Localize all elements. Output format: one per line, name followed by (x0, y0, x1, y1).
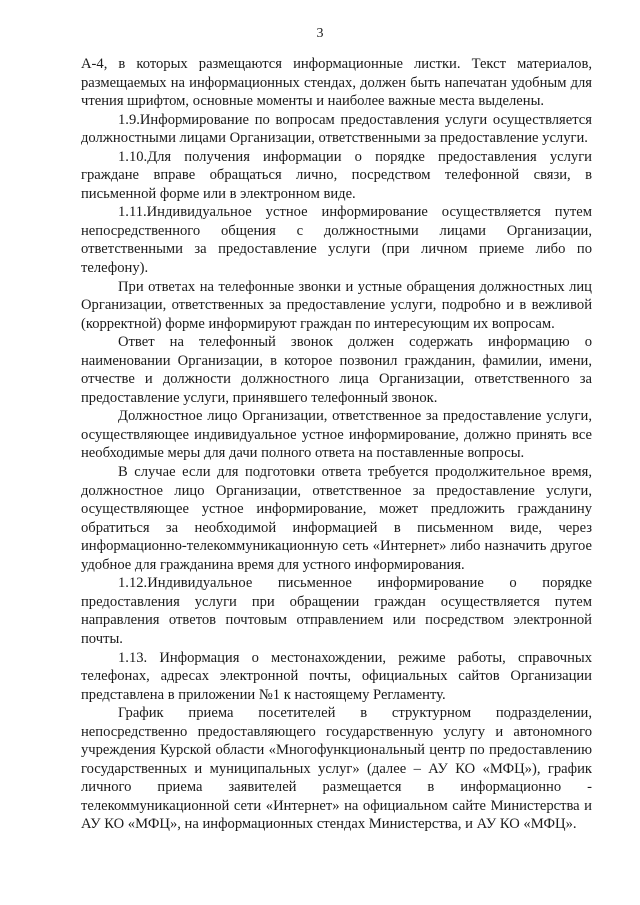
paragraph-extended-time: В случае если для подготовки ответа требуется продолжительное время, должностное лицо Организации, ответственное за предоставление услуги, осуществляющее устное информирование, может предложить гражданину обратиться за необходимой информацией в письменном виде, через информационно-телекоммуникационную сеть «Интернет» либо назначить другое удобное для гражданина время для устного информирования. (81, 464, 592, 573)
document-body (81, 55, 592, 834)
paragraph-reception-schedule: График приема посетителей в структурном подразделении, непосредственно предоставляющего государственную услугу и автономного учреждения Курской области «Многофункциональный центр по предоставлению государственных и муниципальных услуг» (далее – АУ КО «МФЦ»), график личного приема заявителей размещается в информационно - телекоммуникационной сети «Интернет» на официальном сайте Министерства и АУ КО «МФЦ», на информационных стендах Министерства, и АУ КО «МФЦ». (81, 705, 592, 833)
paragraph-1-10: 1.10.Для получения информации о порядке предоставления услуги граждане вправе обращаться лично, посредством телефонной связи, в письменной форме или в электронном виде. (81, 148, 592, 202)
paragraph-1-12: 1.12.Индивидуальное письменное информирование о порядке предоставления услуги при обращении граждан осуществляется путем направления ответов почтовым отправлением или посредством электронной почты. (81, 575, 592, 647)
paragraph-official-duty: Должностное лицо Организации, ответственное за предоставление услуги, осуществляющее индивидуальное устное информирование, должно принять все необходимые меры для дачи полного ответа на поставленные вопросы. (81, 408, 592, 462)
page-number: 3 (316, 26, 324, 41)
paragraph-1-9: 1.9.Информирование по вопросам предоставления услуги осуществляется должностными лицами Организации, ответственными за предоставление услуги. (81, 111, 592, 147)
paragraph-phone-answers: При ответах на телефонные звонки и устные обращения должностных лиц Организации, ответственных за предоставление услуги, подробно и в вежливой (корректной) форме информируют граждан по интересующим их вопросам. (81, 278, 592, 332)
paragraph-continuation: А-4, в которых размещаются информационные листки. Текст материалов, размещаемых на информационных стендах, должен быть напечатан удобным для чтения шрифтом, основные моменты и наиболее важные места выделены. (81, 56, 592, 110)
paragraph-1-13: 1.13. Информация о местонахождении, режиме работы, справочных телефонах, адресах электронной почты, официальных сайтов Организации представлена в приложении №1 к настоящему Регламенту. (81, 649, 592, 703)
paragraph-phone-call-content: Ответ на телефонный звонок должен содержать информацию о наименовании Организации, в которое позвонил гражданин, фамилии, имени, отчестве и должности должностного лица Организации, ответственного за предоставление услуги, принявшего телефонный звонок. (81, 334, 592, 406)
paragraph-1-11: 1.11.Индивидуальное устное информирование осуществляется путем непосредственного общения с должностными лицами Организации, ответственными за предоставление услуги (при личном приеме либо по телефону). (81, 204, 592, 277)
